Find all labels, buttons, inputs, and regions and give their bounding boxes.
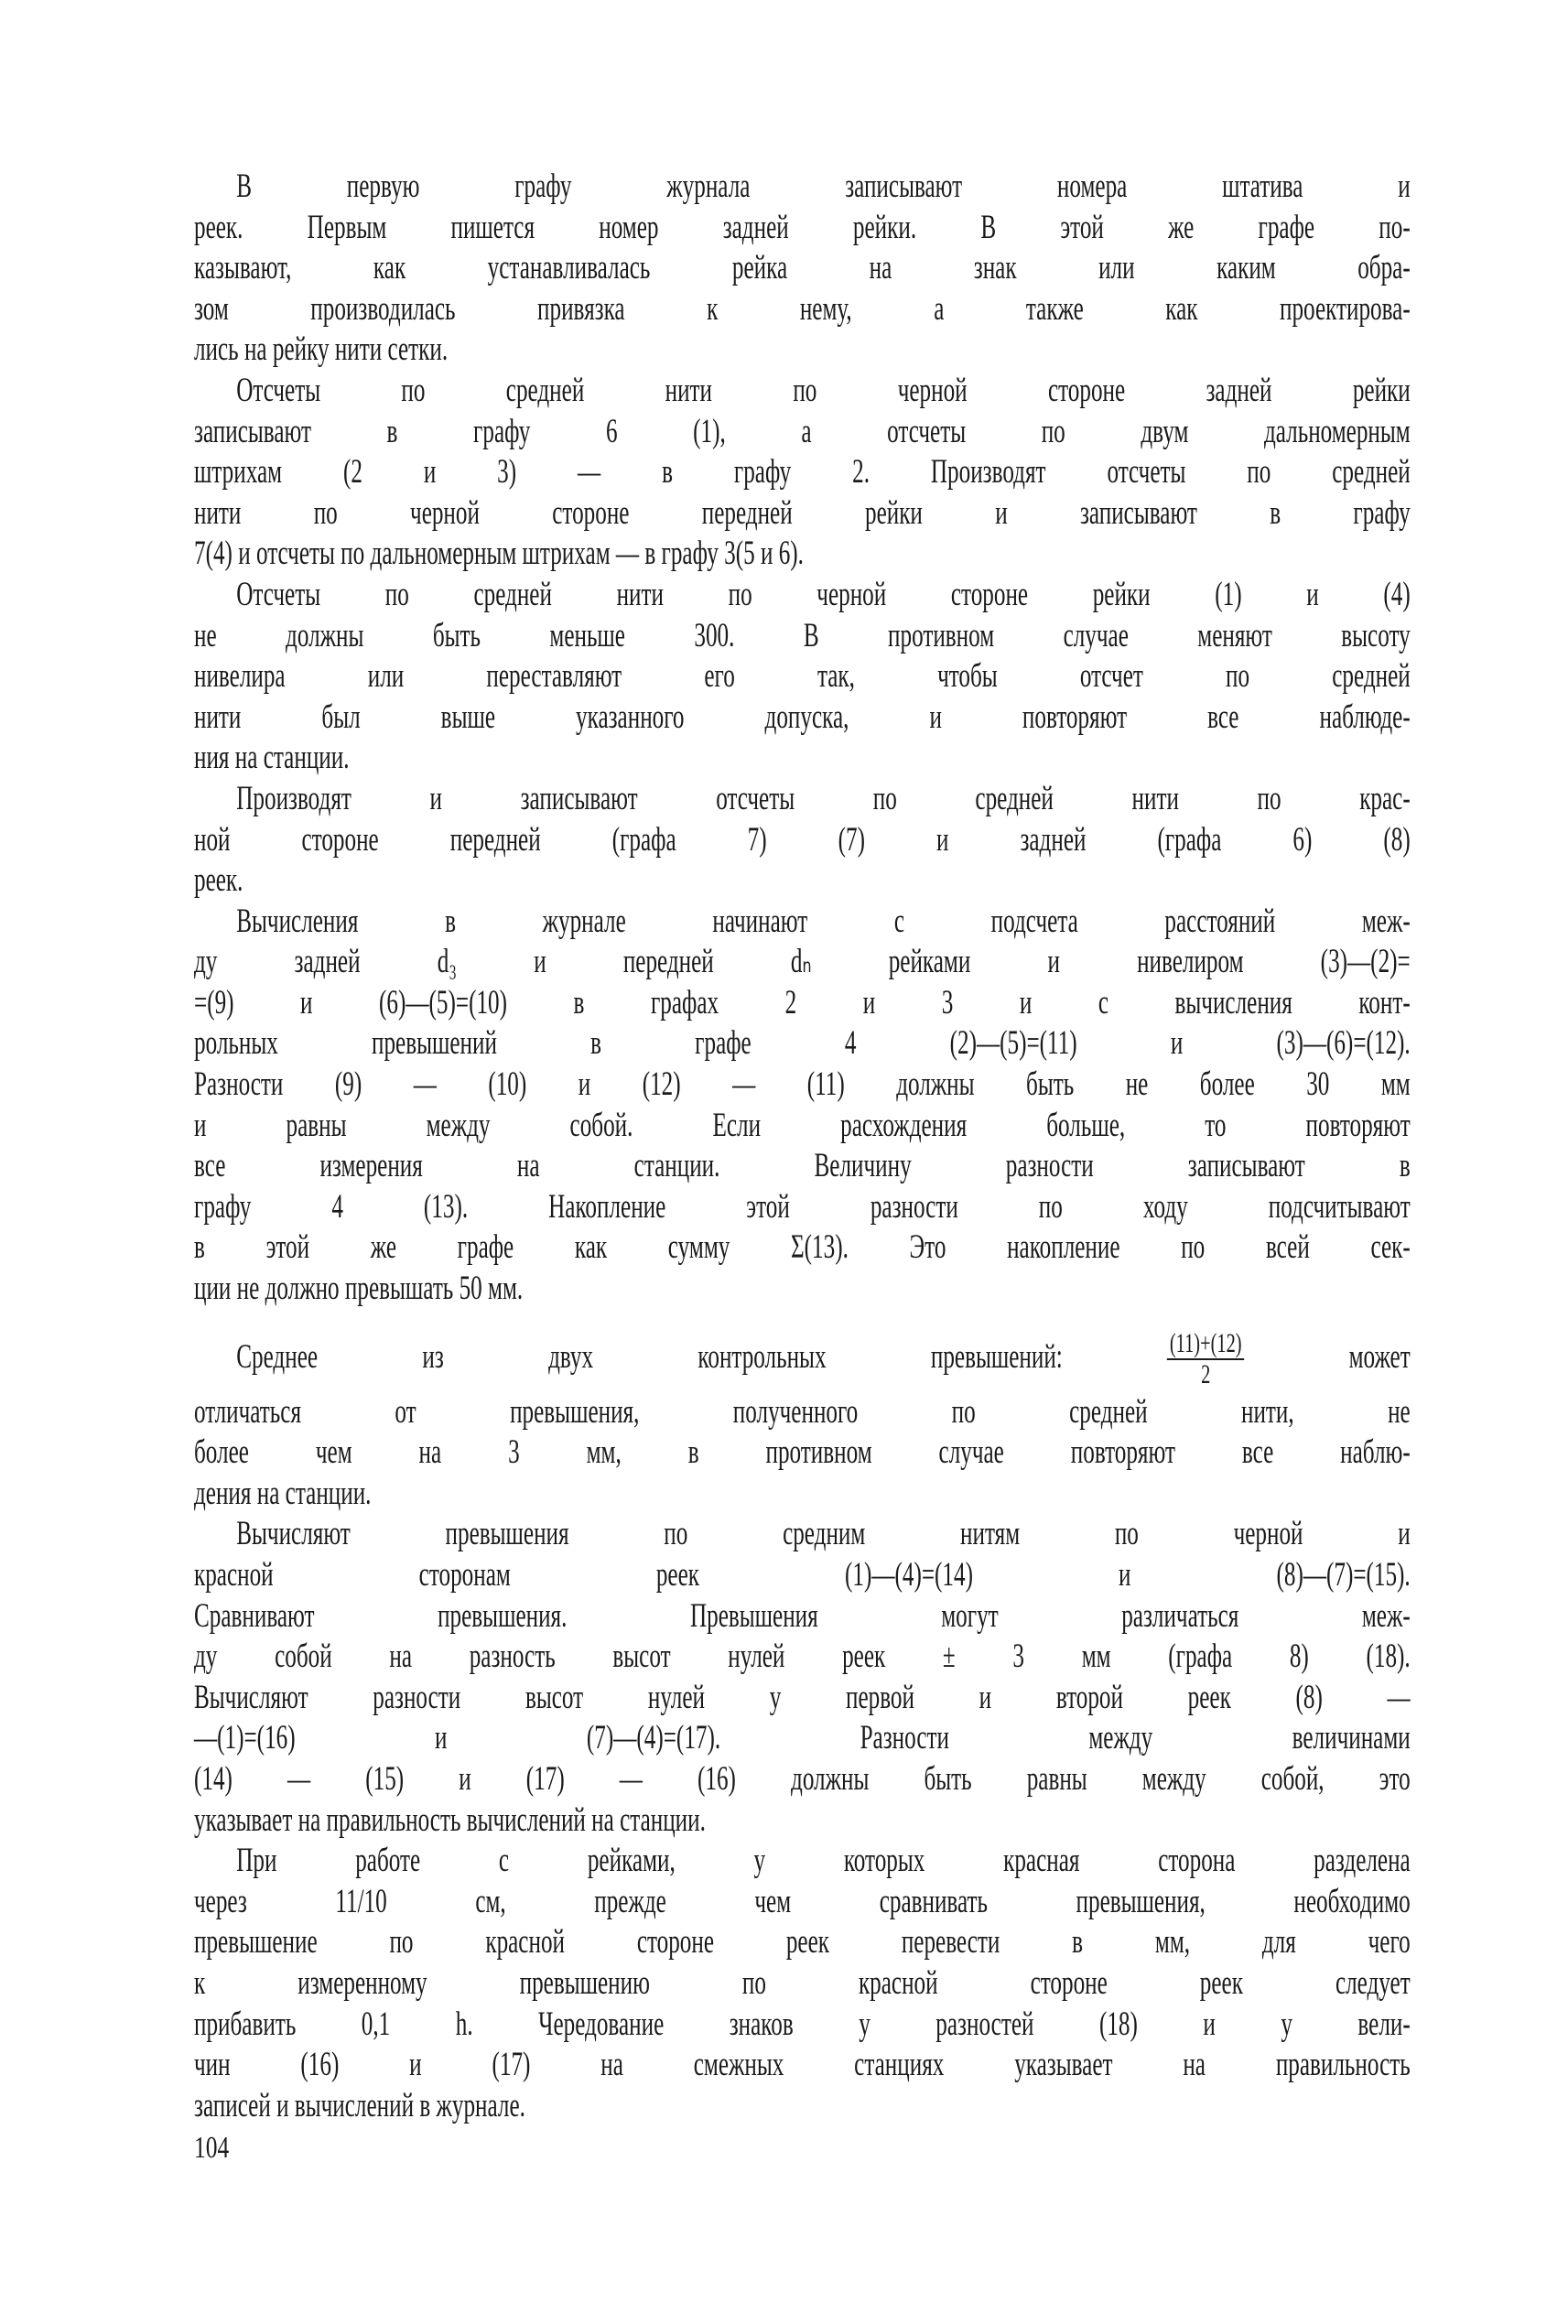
text-line-content: штрихам (2 и 3) — в графу 2. Производят отсчеты по средней bbox=[194, 453, 1411, 492]
text-line-content: указывает на правильность вычислений на станции. bbox=[194, 1800, 706, 1839]
text-line-content: реек. bbox=[194, 861, 243, 900]
text-line bbox=[194, 1106, 1411, 1147]
text-line bbox=[194, 1023, 1411, 1065]
text-line bbox=[194, 1432, 1411, 1474]
text-line bbox=[194, 208, 1411, 249]
text-line-content: При работе с рейками, у которых красная сторона разделена bbox=[236, 1842, 1411, 1880]
text-line bbox=[194, 534, 1411, 575]
text-line-content: чин (16) и (17) на смежных станциях указывает на правильность bbox=[194, 2046, 1411, 2084]
text-line-content: через 11/10 см, прежде чем сравнивать превышения, необходимо bbox=[194, 1882, 1411, 1920]
paragraph-mean-excess bbox=[194, 1328, 1411, 1515]
text-line bbox=[194, 2005, 1411, 2046]
text-line-content: к измеренному превышению по красной стороне реек следует bbox=[194, 1963, 1411, 2002]
text-line-content: рольных превышений в графе 4 (2)—(5)=(11) и (3)—(6)=(12). bbox=[194, 1024, 1411, 1063]
text-line bbox=[194, 1718, 1411, 1759]
text-line bbox=[194, 902, 1411, 943]
text-line-content: реек. Первым пишется номер задней рейки. В этой же графе по- bbox=[194, 208, 1411, 246]
text-line-content: —(1)=(16) и (7)—(4)=(17). Разности между величинами bbox=[194, 1719, 1411, 1757]
text-line-content: нивелира или переставляют его так, чтобы отсчет по средней bbox=[194, 657, 1411, 696]
text-line-content: графу 4 (13). Накопление этой разности по ходу подсчитывают bbox=[194, 1187, 1411, 1226]
fraction-denominator: 2 bbox=[1201, 1359, 1211, 1390]
text-line-content: не должны быть меньше 300. В противном случае меняют высоту bbox=[194, 616, 1411, 654]
text-line-content: записей и вычислений в журнале. bbox=[194, 2086, 525, 2124]
text-line bbox=[194, 1800, 1411, 1842]
text-line-content: ния на станции. bbox=[194, 739, 350, 777]
text-line-content: 7(4) и отсчеты по дальномерным штрихам — в графу 3(5 и 6). bbox=[194, 535, 804, 573]
text-line bbox=[194, 697, 1411, 739]
text-line-content: ду собой на разность высот нулей реек ± 3 мм (графа 8) (18). bbox=[194, 1638, 1411, 1676]
text-line bbox=[194, 983, 1411, 1024]
text-line bbox=[194, 1555, 1411, 1596]
text-line-content: превышение по красной стороне реек перевести в мм, для чего bbox=[194, 1923, 1411, 1962]
text-line-content: Вычисления в журнале начинают с подсчета расстояний меж- bbox=[236, 902, 1411, 940]
text-line bbox=[194, 1963, 1411, 2005]
text-line-content: (14) — (15) и (17) — (16) должны быть равны между собой, это bbox=[194, 1759, 1411, 1798]
text-line bbox=[194, 493, 1411, 535]
mean-lead-text: Среднее из двух контрольных превышений: bbox=[236, 1337, 1063, 1376]
text-line bbox=[194, 2045, 1411, 2086]
text-line bbox=[194, 371, 1411, 412]
text-line-content: Вычисляют разности высот нулей у первой и второй реек (8) — bbox=[194, 1678, 1411, 1716]
text-line-content: записывают в графу 6 (1), а отсчеты по двум дальномерным bbox=[194, 412, 1411, 450]
text-line-content: лись на рейку нити сетки. bbox=[194, 330, 449, 369]
mean-tail-text: может bbox=[1348, 1337, 1411, 1376]
text-line-content: красной сторонам реек (1)—(4)=(14) и (8)—(7)=(15). bbox=[194, 1556, 1411, 1594]
paragraph bbox=[194, 779, 1411, 902]
text-line bbox=[194, 1514, 1411, 1555]
text-line-content: в этой же графе как сумму Σ(13). Это накопление по всей сек- bbox=[194, 1228, 1411, 1267]
text-line bbox=[194, 738, 1411, 779]
text-line-content: Разности (9) — (10) и (12) — (11) должны быть не более 30 мм bbox=[194, 1065, 1411, 1104]
text-line-content: дения на станции. bbox=[194, 1474, 372, 1512]
mean-lines bbox=[194, 1392, 1411, 1515]
text-line-content: Отсчеты по средней нити по черной стороне задней рейки bbox=[236, 371, 1411, 409]
text-line bbox=[194, 1392, 1411, 1433]
text-line-content: ду задней d₃ и передней dₙ рейками и нивелиром (3)—(2)= bbox=[194, 943, 1411, 981]
text-line bbox=[194, 1187, 1411, 1228]
text-line bbox=[194, 575, 1411, 616]
text-line bbox=[194, 1637, 1411, 1678]
text-line-content: =(9) и (6)—(5)=(10) в графах 2 и 3 и с вычисления конт- bbox=[194, 983, 1411, 1021]
text-line bbox=[194, 1227, 1411, 1269]
text-line bbox=[194, 779, 1411, 820]
text-line bbox=[194, 656, 1411, 697]
text-line bbox=[194, 616, 1411, 657]
paragraphs-after bbox=[194, 1514, 1411, 2126]
paragraph bbox=[194, 371, 1411, 575]
text-line bbox=[194, 1474, 1411, 1515]
text-line bbox=[194, 412, 1411, 453]
text-line-content: более чем на 3 мм, в противном случае повторяют все наблю- bbox=[194, 1433, 1411, 1472]
text-line bbox=[194, 1759, 1411, 1800]
page-body bbox=[194, 167, 1411, 2126]
text-line-content: нити был выше указанного допуска, и повторяют все наблюде- bbox=[194, 697, 1411, 736]
text-line-content: отличаться от превышения, полученного по средней нити, не bbox=[194, 1392, 1411, 1431]
text-line bbox=[194, 289, 1411, 330]
page-number: 104 bbox=[194, 2131, 230, 2165]
fraction-numerator: (11)+(12) bbox=[1167, 1329, 1244, 1360]
paragraph bbox=[194, 902, 1411, 1310]
text-line bbox=[194, 1841, 1411, 1882]
text-line-content: ции не должно превышать 50 мм. bbox=[194, 1270, 524, 1308]
text-line-content: Отсчеты по средней нити по черной стороне рейки (1) и (4) bbox=[236, 575, 1411, 613]
paragraph bbox=[194, 1841, 1411, 2126]
text-line bbox=[194, 820, 1411, 861]
paragraphs-before bbox=[194, 167, 1411, 1310]
text-line bbox=[194, 167, 1411, 208]
paragraph bbox=[194, 1514, 1411, 1841]
text-line bbox=[194, 1922, 1411, 1963]
text-line-content: Вычисляют превышения по средним нитям по черной и bbox=[236, 1515, 1411, 1553]
text-line-content: В первую графу журнала записывают номера штатива и bbox=[236, 168, 1411, 205]
text-line bbox=[194, 1065, 1411, 1106]
text-line bbox=[194, 452, 1411, 493]
text-line bbox=[194, 330, 1411, 371]
text-line-content: все измерения на станции. Величину разности записывают в bbox=[194, 1147, 1411, 1185]
text-line bbox=[194, 1146, 1411, 1187]
paragraph bbox=[194, 167, 1411, 371]
text-line-content: казывают, как устанавливалась рейка на знак или каким обра- bbox=[194, 249, 1411, 287]
text-line bbox=[194, 2086, 1411, 2127]
text-line-content: ной стороне передней (графа 7) (7) и задней (графа 6) (8) bbox=[194, 820, 1411, 859]
text-line-content: прибавить 0,1 h. Чередование знаков у разностей (18) и у вели- bbox=[194, 2005, 1411, 2043]
text-line bbox=[194, 248, 1411, 289]
text-line-content: зом производилась привязка к нему, а также как проектирова- bbox=[194, 289, 1411, 328]
text-line bbox=[194, 942, 1411, 983]
fraction bbox=[1167, 1329, 1244, 1389]
text-line-content: нити по черной стороне передней рейки и записывают в графу bbox=[194, 493, 1411, 532]
text-line-content: Производят и записывают отсчеты по средней нити по крас- bbox=[236, 779, 1411, 817]
text-line bbox=[194, 1678, 1411, 1719]
text-line bbox=[194, 1269, 1411, 1310]
text-line bbox=[194, 860, 1411, 902]
text-line bbox=[194, 1328, 1411, 1390]
paragraph bbox=[194, 575, 1411, 779]
text-line-content: и равны между собой. Если расхождения больше, то повторяют bbox=[194, 1106, 1411, 1144]
text-line-content: Сравнивают превышения. Превышения могут различаться меж- bbox=[194, 1596, 1411, 1635]
text-line bbox=[194, 1596, 1411, 1638]
text-line bbox=[194, 1882, 1411, 1923]
